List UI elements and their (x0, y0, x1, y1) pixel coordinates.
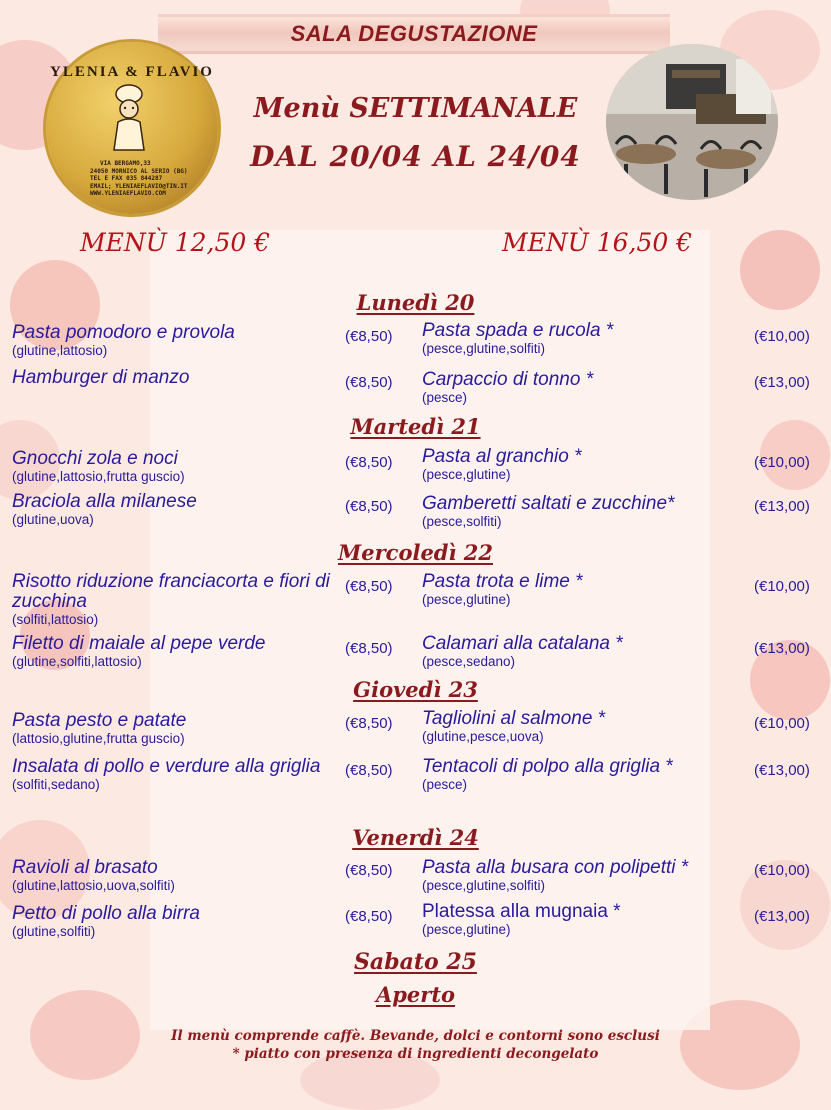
dish-price: (€13,00) (754, 762, 810, 779)
menu-left-heading: MENÙ 12,50 € (80, 228, 271, 257)
dish-price: (€13,00) (754, 640, 810, 657)
menu-title: Menù SETTIMANALE (253, 93, 578, 124)
footer-note: Il menù comprende caffè. Bevande, dolci e contorni sono esclusi (171, 1028, 660, 1044)
dish-item: Ravioli al brasato (glutine,lattosio,uova,solfiti) (12, 857, 175, 893)
day-heading: Mercoledì 22 (338, 540, 493, 565)
seal-address: VIA BERGAMO,33 24050 MORNICO AL SERIO (BG) TEL E FAX 035 844287 EMAIL; YLENIAEFLAVIO@TIN.IT WWW.YLENIAEFLAVIO.COM (90, 160, 188, 197)
dish-price: (€8,50) (345, 578, 393, 595)
dish-item: Braciola alla milanese (glutine,uova) (12, 491, 197, 527)
dish-item: Pasta alla busara con polipetti * (pesce,glutine,solfiti) (422, 857, 689, 893)
dish-item: Platessa alla mugnaia * (pesce,glutine) (422, 901, 621, 937)
day-heading: Giovedì 23 (353, 677, 478, 702)
dish-item: Pasta al granchio * (pesce,glutine) (422, 446, 582, 482)
dish-price: (€8,50) (345, 498, 393, 515)
banner-text: SALA DEGUSTAZIONE (290, 21, 538, 46)
dish-item: Gamberetti saltati e zucchine* (pesce,solfiti) (422, 493, 675, 529)
dish-price: (€13,00) (754, 374, 810, 391)
dish-price: (€13,00) (754, 498, 810, 515)
dish-item: Tentacoli di polpo alla griglia * (pesce) (422, 756, 673, 792)
dish-price: (€8,50) (345, 908, 393, 925)
dish-item: Petto di pollo alla birra (glutine,solfiti) (12, 903, 200, 939)
dish-item: Gnocchi zola e noci (glutine,lattosio,frutta guscio) (12, 448, 185, 484)
dish-item: Calamari alla catalana * (pesce,sedano) (422, 633, 623, 669)
dish-item: Hamburger di manzo (12, 367, 190, 388)
dish-price: (€10,00) (754, 715, 810, 732)
dish-item: Pasta pomodoro e provola (glutine,lattosio) (12, 322, 235, 358)
dish-item: Insalata di pollo e verdure alla griglia (solfiti,sedano) (12, 756, 321, 792)
menu-date-range: DAL 20/04 AL 24/04 (250, 140, 581, 173)
day-heading: Venerdì 24 (352, 825, 479, 850)
dish-price: (€10,00) (754, 454, 810, 471)
dish-price: (€10,00) (754, 578, 810, 595)
saturday-status: Aperto (375, 982, 456, 1007)
dish-item: Filetto di maiale al pepe verde (glutine,solfiti,lattosio) (12, 633, 266, 669)
logo-seal (46, 42, 218, 214)
dish-item: Carpaccio di tonno * (pesce) (422, 369, 594, 405)
dish-item: Pasta spada e rucola * (pesce,glutine,solfiti) (422, 320, 614, 356)
dish-price: (€8,50) (345, 454, 393, 471)
saturday-heading: Sabato 25 (354, 949, 477, 975)
day-heading: Martedì 21 (350, 414, 481, 439)
dish-price: (€13,00) (754, 908, 810, 925)
dish-price: (€8,50) (345, 715, 393, 732)
dish-item: Risotto riduzione franciacorta e fiori di zucchina (solfiti,lattosio) (12, 571, 330, 627)
dish-price: (€8,50) (345, 374, 393, 391)
menu-right-heading: MENÙ 16,50 € (502, 228, 693, 257)
header-banner (158, 14, 670, 54)
dish-price: (€8,50) (345, 862, 393, 879)
dish-price: (€10,00) (754, 328, 810, 345)
dish-price: (€8,50) (345, 640, 393, 657)
dish-item: Tagliolini al salmone * (glutine,pesce,uova) (422, 708, 606, 744)
dish-item: Pasta trota e lime * (pesce,glutine) (422, 571, 583, 607)
dish-price: (€8,50) (345, 762, 393, 779)
dish-price: (€8,50) (345, 328, 393, 345)
seal-brand: YLENIA & FLAVIO (50, 64, 214, 80)
dish-item: Pasta pesto e patate (lattosio,glutine,frutta guscio) (12, 710, 187, 746)
dish-price: (€10,00) (754, 862, 810, 879)
day-heading: Lunedì 20 (356, 290, 475, 315)
footer-frozen-note: * piatto con presenza di ingredienti decongelato (232, 1046, 599, 1062)
